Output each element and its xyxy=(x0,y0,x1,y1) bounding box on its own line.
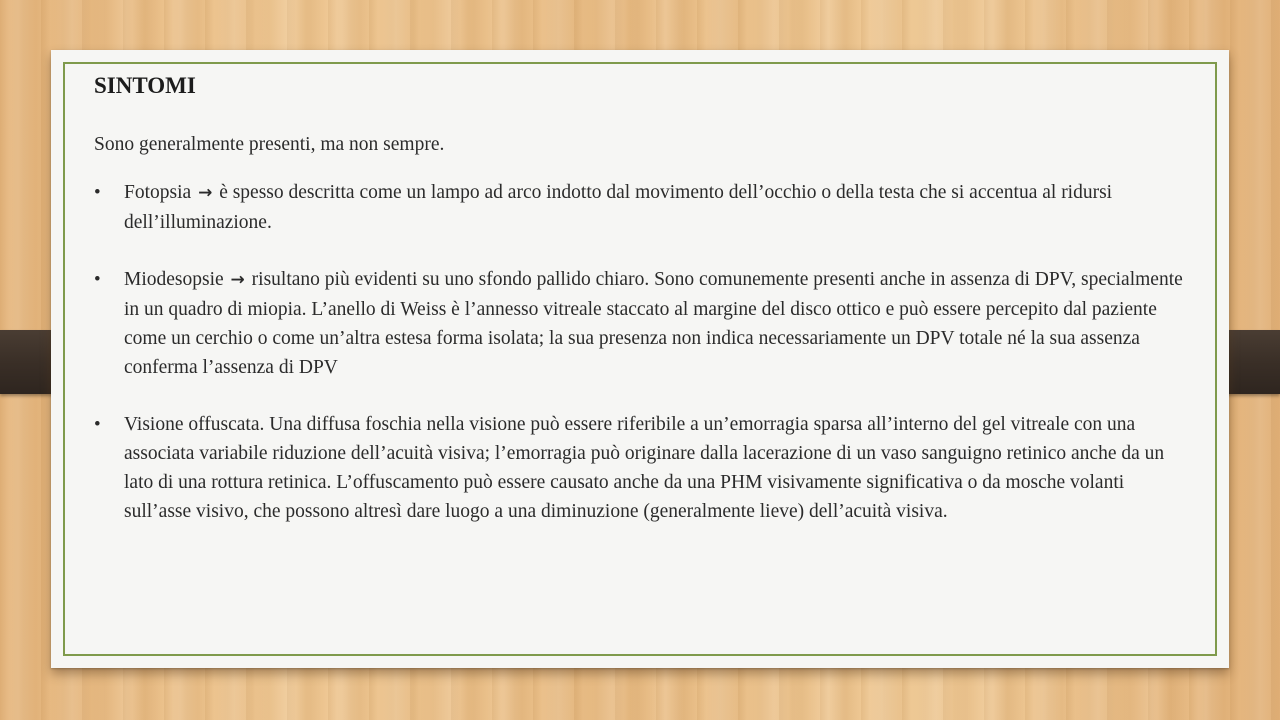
arrow-right-icon: → xyxy=(198,183,213,203)
slide-card xyxy=(51,50,1229,668)
slide-content xyxy=(94,72,1189,554)
arrow-right-icon: → xyxy=(230,270,245,290)
symptom-list xyxy=(94,178,1189,526)
intro-text: Sono generalmente presenti, ma non sempre. xyxy=(94,134,445,155)
item-term: Miodesopsie xyxy=(124,269,224,290)
list-item xyxy=(94,178,1189,237)
bullet-icon: • xyxy=(94,414,101,435)
item-term: Fotopsia xyxy=(124,182,192,203)
item-text: Una diffusa foschia nella visione può essere riferibile a un’emorragia sparsa all’interno del gel vitreale con una associata variabile riduzione dell’acuità visiva; l’emorragia può originare dalla lacerazione di un vaso sanguigno retinico anche da un lato di una rottura retinica. L’offuscamento può essere causato anche da una PHM visivamente significativa o da mosche volanti sull’asse visivo, che possono altresì dare luogo a una diminuzione (generalmente lieve) dell’acuità visiva. xyxy=(124,414,1165,522)
list-item xyxy=(94,410,1189,526)
item-term: Visione offuscata. xyxy=(124,414,265,435)
item-text: è spesso descritta come un lampo ad arco indotto dal movimento dell’occhio o della testa che si accentua al ridursi dell’illuminazione. xyxy=(124,182,1113,233)
slide-title: SINTOMI xyxy=(94,73,196,98)
list-item xyxy=(94,265,1189,382)
bullet-icon: • xyxy=(94,269,101,290)
bullet-icon: • xyxy=(94,182,101,203)
item-text: risultano più evidenti su uno sfondo pallido chiaro. Sono comunemente presenti anche in assenza di DPV, specialmente in un quadro di miopia. L’anello di Weiss è l’annesso vitreale staccato al margine del disco ottico e può essere percepito dal paziente come un cerchio o come un’altra estesa forma isolata; la sua presenza non indica necessariamente un DPV totale né la sua assenza conferma l’assenza di DPV xyxy=(124,269,1183,378)
